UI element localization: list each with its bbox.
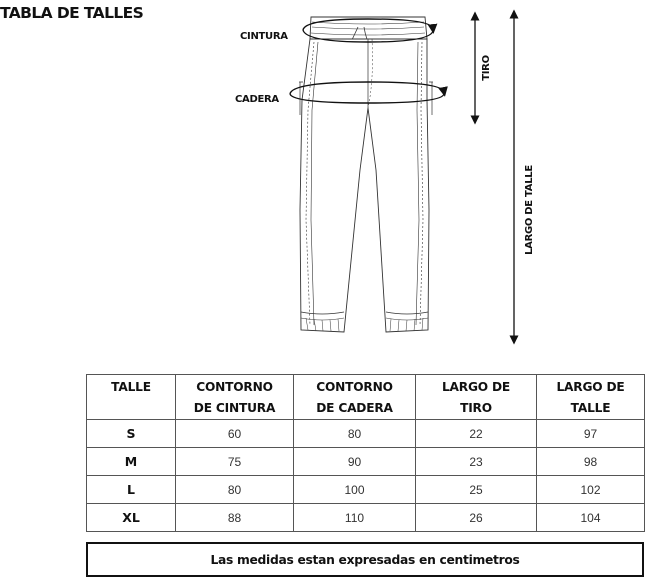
- size-table: [86, 374, 645, 532]
- hip-cell: 100: [294, 476, 416, 504]
- hip-cell: 110: [294, 504, 416, 532]
- size-cell: XL: [87, 504, 176, 532]
- table-row: [87, 504, 645, 532]
- rise-label: TIRO: [481, 55, 492, 81]
- length-label: LARGO DE TALLE: [524, 165, 535, 255]
- hip-cell: 90: [294, 448, 416, 476]
- length-cell: 97: [537, 420, 645, 448]
- rise-cell: 22: [416, 420, 537, 448]
- length-cell: 104: [537, 504, 645, 532]
- waist-cell: 60: [176, 420, 294, 448]
- page-title: TABLA DE TALLES: [0, 4, 144, 22]
- size-cell: S: [87, 420, 176, 448]
- table-row: [87, 476, 645, 504]
- header-size: TALLE: [87, 375, 176, 420]
- header-waist: CONTORNO DE CINTURA: [176, 375, 294, 420]
- size-cell: L: [87, 476, 176, 504]
- waist-cell: 80: [176, 476, 294, 504]
- header-rise: LARGO DE TIRO: [416, 375, 537, 420]
- waist-cell: 88: [176, 504, 294, 532]
- header-hip: CONTORNO DE CADERA: [294, 375, 416, 420]
- units-note: Las medidas estan expresadas en centimetros: [86, 542, 644, 577]
- table-header-row: [87, 375, 645, 420]
- rise-cell: 25: [416, 476, 537, 504]
- waist-label: CINTURA: [240, 31, 288, 42]
- length-cell: 98: [537, 448, 645, 476]
- header-length: LARGO DE TALLE: [537, 375, 645, 420]
- pants-illustration: [299, 17, 433, 332]
- rise-cell: 26: [416, 504, 537, 532]
- table-row: [87, 448, 645, 476]
- length-cell: 102: [537, 476, 645, 504]
- rise-cell: 23: [416, 448, 537, 476]
- hip-label: CADERA: [235, 94, 279, 105]
- hip-cell: 80: [294, 420, 416, 448]
- size-cell: M: [87, 448, 176, 476]
- waist-cell: 75: [176, 448, 294, 476]
- table-row: [87, 420, 645, 448]
